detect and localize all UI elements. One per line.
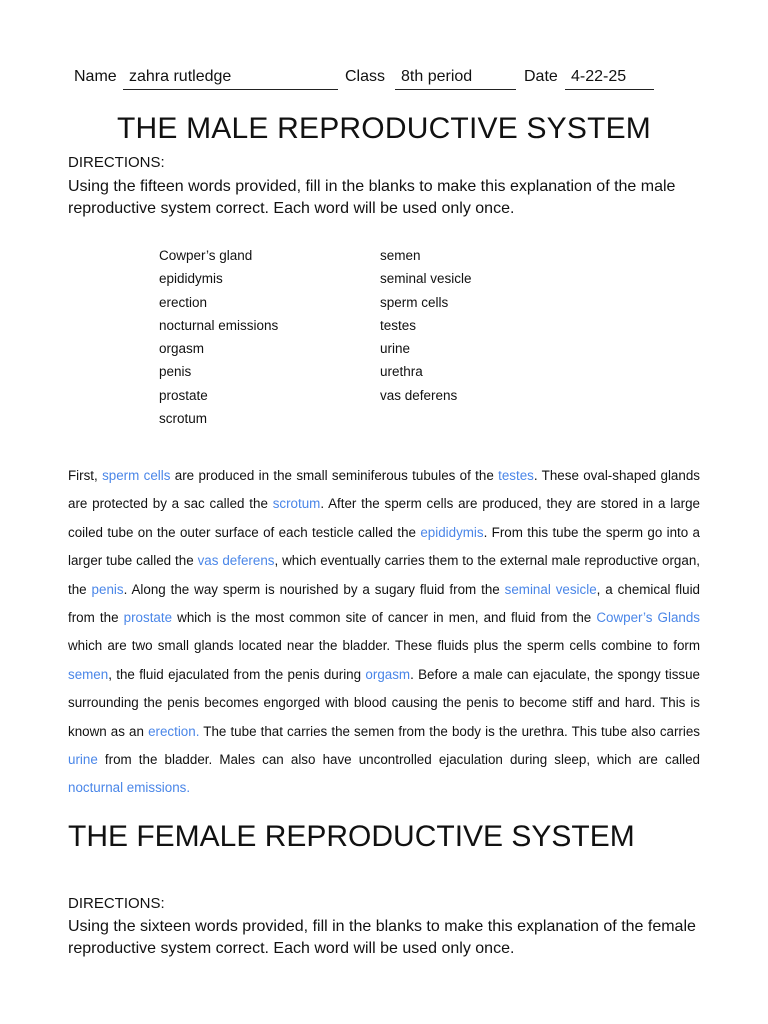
filled-answer: testes (498, 468, 534, 483)
male-section-title: THE MALE REPRODUCTIVE SYSTEM (116, 112, 651, 145)
word-bank-right (380, 244, 472, 407)
male-directions-label: DIRECTIONS: (68, 154, 165, 171)
word-bank-item: urethra (380, 364, 423, 380)
filled-answer: urine (68, 752, 98, 768)
filled-answer: erection. (148, 723, 200, 739)
word-bank-item: testes (380, 317, 417, 333)
word-bank-item: Cowper’s gland (159, 248, 253, 263)
word-bank-item: nocturnal emissions (159, 317, 279, 333)
filled-answer: prostate (123, 610, 173, 626)
filled-answer: penis (91, 581, 124, 597)
date-label: Date (524, 68, 558, 85)
paragraph-text: , which eventually carries them to the external male reproductive organ, the (68, 553, 700, 597)
word-bank-item: sperm cells (380, 294, 449, 310)
class-label: Class (345, 68, 386, 85)
paragraph-text: First, (68, 468, 103, 483)
date-field[interactable]: 4-22-25 (565, 68, 654, 90)
word-bank-item: erection (159, 294, 208, 310)
name-field[interactable]: zahra rutledge (123, 68, 338, 90)
filled-answer: epididymis (420, 524, 484, 540)
paragraph-text: . Before a male can ejaculate, the spongy tissue surrounding the penis becomes engorged with blood causing the penis to become stiff and hard. This is known as an (68, 666, 701, 739)
male-explanation-paragraph (68, 462, 700, 803)
class-field[interactable]: 8th period (395, 68, 516, 90)
filled-answer: semen (68, 666, 109, 682)
female-section-title: THE FEMALE REPRODUCTIVE SYSTEM (68, 820, 635, 853)
word-bank-item: epididymis (159, 271, 223, 287)
paragraph-text: which are two small glands located near the bladder. These fluids plus the sperm cells combine to form (68, 638, 700, 654)
paragraph-text: , a chemical fluid from the (68, 581, 700, 626)
paragraph-text: , the fluid ejaculated from the penis during (108, 666, 366, 682)
word-bank-item: orgasm (159, 341, 205, 357)
filled-answer: vas deferens (197, 553, 275, 569)
paragraph-text: are produced in the small seminiferous tubules of the (170, 468, 499, 483)
word-bank-item: vas deferens (380, 387, 458, 403)
student-info-line (74, 68, 658, 94)
paragraph-text: . Along the way sperm is nourished by a sugary fluid from the (123, 581, 505, 597)
paragraph-text: which is the most common site of cancer in men, and fluid from the (172, 610, 597, 626)
male-directions-text: Using the fifteen words provided, fill in the blanks to make this explanation of the male reproductive system correct. Each word will be used only once. (68, 178, 676, 217)
word-bank-item: urine (380, 341, 411, 357)
female-directions-text: Using the sixteen words provided, fill in the blanks to make this explanation of the female reproductive system correct. Each word will be used only once. (68, 918, 696, 957)
word-bank-left (159, 244, 278, 430)
paragraph-text: . After the sperm cells are produced, they are stored in a large coiled tube on the outer surface of each testicle called the (68, 496, 700, 540)
word-bank-item: prostate (159, 387, 208, 403)
paragraph-text: . From this tube the sperm go into a larger tube called the (68, 524, 701, 569)
word-bank-item: semen (380, 248, 421, 263)
word-bank-item: penis (159, 364, 192, 380)
paragraph-text: from the bladder. Males can also have uncontrolled ejaculation during sleep, which are called (97, 752, 700, 768)
female-directions-label: DIRECTIONS: (68, 895, 165, 912)
name-label: Name (74, 68, 117, 85)
filled-answer: Cowper’s Glands (596, 610, 700, 626)
paragraph-text: . These oval-shaped glands are protected by a sac called the (68, 468, 700, 512)
word-bank-item: scrotum (159, 411, 208, 427)
word-bank-item: seminal vesicle (380, 271, 472, 287)
paragraph-text: The tube that carries the semen from the body is the urethra. This tube also carries (199, 723, 701, 739)
filled-answer: nocturnal emissions. (68, 780, 191, 796)
filled-answer: sperm cells (102, 468, 171, 483)
filled-answer: seminal vesicle (504, 581, 597, 597)
filled-answer: scrotum (272, 496, 321, 512)
filled-answer: orgasm (365, 666, 411, 682)
